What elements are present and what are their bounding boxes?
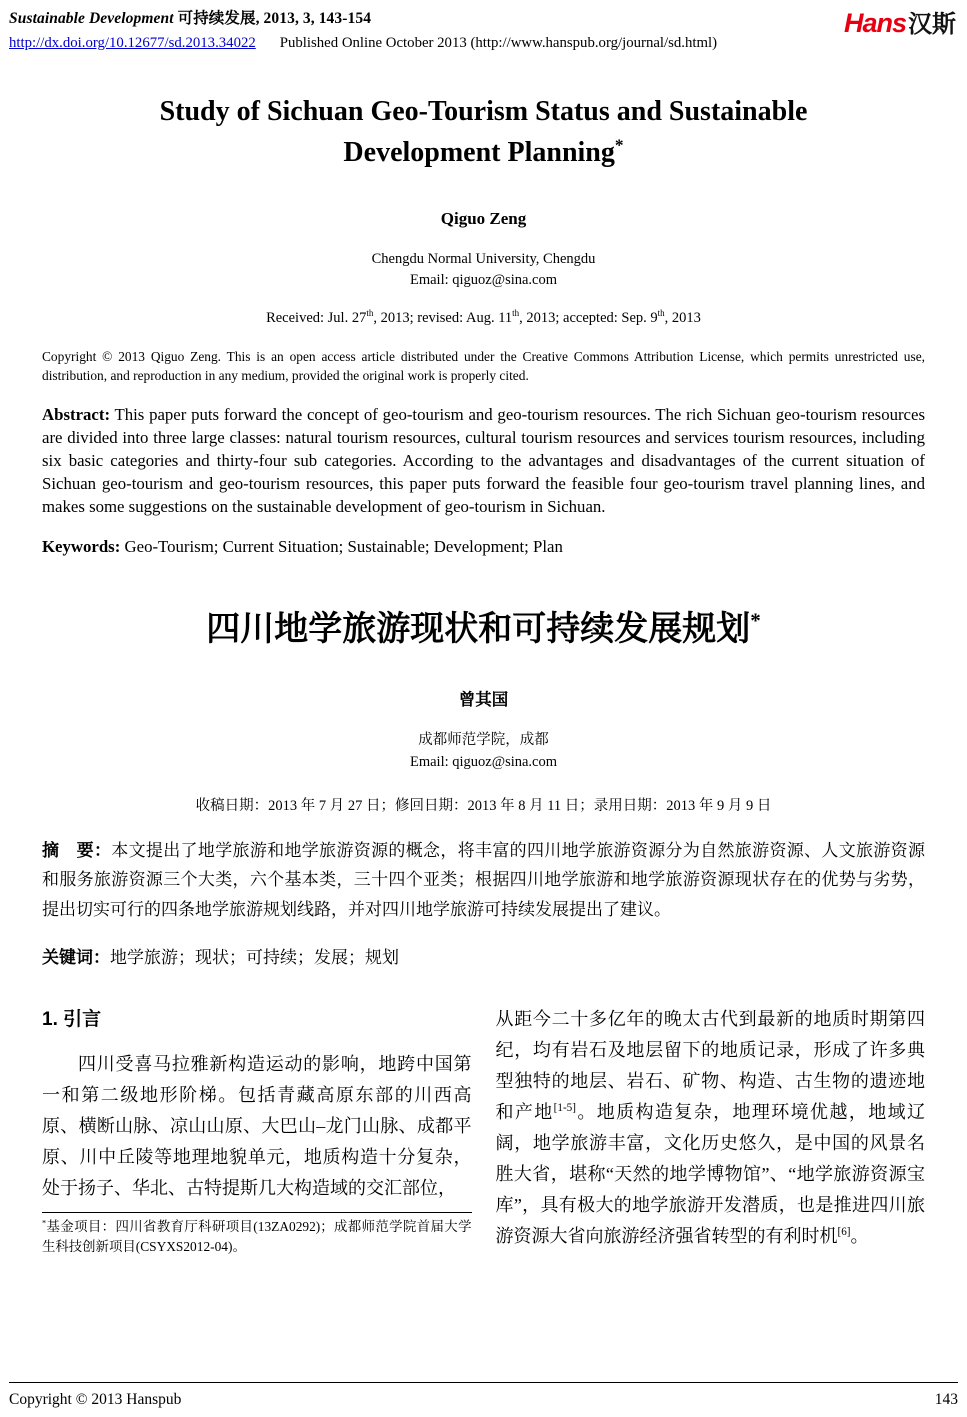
chinese-dates-line: 收稿日期：2013 年 7 月 27 日；修回日期：2013 年 8 月 11 日；录用日期：2013 年 9 月 9 日 [195, 797, 772, 814]
chinese-keywords-text: 地学旅游；现状；可持续；发展；规划 [110, 948, 399, 968]
hans-logo-cjk: 汉斯 [908, 11, 956, 38]
left-column [42, 1004, 472, 1257]
keywords-label: Keywords: [42, 537, 121, 557]
article-content [9, 92, 958, 1257]
chinese-affiliation-text: 成都师范学院，成都 [418, 732, 549, 749]
page-footer [9, 1382, 958, 1409]
right-column [496, 1004, 926, 1257]
copyright-license-notice: Copyright © 2013 Qiguo Zeng. This is an open access article distributed under the Creative Commons Attribution License, which permits unrestricted use, distribution, and reproduction in any medium, provided the original work is properly cited. [42, 349, 925, 384]
chinese-title-footnote-marker: * [750, 609, 761, 634]
footer-copyright: Copyright © 2013 Hanspub [9, 1391, 182, 1408]
chinese-abstract-label: 摘 要： [42, 840, 112, 860]
hans-logo-latin: Hans [843, 8, 906, 38]
introduction-paragraph-left: 四川受喜马拉雅新构造运动的影响，地跨中国第一和第二级地形阶梯。包括青藏高原东部的川西高原、横断山脉、凉山山原、大巴山–龙门山脉、成都平原、川中丘陵等地理地貌单元，地质构造十分复杂，处于扬子、华北、古特提斯几大构造域的交汇部位， [42, 1053, 472, 1198]
journal-header [9, 6, 958, 52]
doi-link[interactable]: http://dx.doi.org/10.12677/sd.2013.34022 [9, 35, 256, 51]
chinese-abstract-text: 本文提出了地学旅游和地学旅游资源的概念，将丰富的四川地学旅游资源分为自然旅游资源、人文旅游资源和服务旅游资源三个大类，六个基本类，三十四个亚类；根据四川地学旅游和地学旅游资源现状存在的优势与劣势，提出切实可行的四条地学旅游规划线路，并对四川地学旅游可持续发展提出了建议。 [42, 840, 925, 919]
abstract-label: Abstract: [42, 405, 111, 425]
chinese-affiliation-block [42, 730, 925, 774]
published-online-text: Published Online October 2013 (http://www.hanspub.org/journal/sd.html) [279, 35, 718, 51]
abstract-text: This paper puts forward the concept of geo-tourism and geo-tourism resources. The rich Sichuan geo-tourism resources are divided into three large classes: natural tourism resources, cultural tourism resources and services tourism resources, including six basic categories and thirty-four sub categories. According to the advantages and disadvantages of the current situation of Sichuan geo-tourism and geo-tourism resources, this paper puts forward the feasible four geo-tourism travel planning lines, and makes some suggestions on the sustainable development of geo-tourism in Sichuan. [42, 405, 925, 517]
author-email: Email: qiguoz@sina.com [409, 271, 558, 288]
introduction-paragraph-right: 从距今二十多亿年的晚太古代到最新的地质时期第四纪，均有岩石及地层留下的地质记录，形成了许多典型独特的地层、岩石、矿物、构造、古生物的遗迹地和产地[1-5]。地质构造复杂，地理环境优越，地域辽阔，地学旅游丰富，文化历史悠久，是中国的风景名胜大省，堪称“天然的地学博物馆”、“地学旅游资源宝库”，具有极大的地学旅游开发潜质，也是推进四川旅游资源大省向旅游经济强省转型的有利时机[6]。 [495, 1009, 926, 1246]
author-name: Qiguo Zeng [440, 209, 527, 229]
chinese-author-name: 曾其国 [458, 690, 509, 710]
page-number: 143 [934, 1391, 958, 1408]
english-title-line2: Development Planning [343, 136, 615, 168]
received-revised-accepted-line: Received: Jul. 27th, 2013; revised: Aug. 11th, 2013; accepted: Sep. 9th, 2013 [266, 308, 701, 327]
chinese-title [42, 601, 925, 650]
keywords-line [42, 537, 925, 557]
hans-publisher-logo [844, 4, 956, 39]
affiliation-text: Chengdu Normal University, Chengdu [371, 251, 596, 268]
chinese-keywords-label: 关键词： [42, 948, 110, 968]
english-title-line1: Study of Sichuan Geo-Tourism Status and Sustainable [159, 96, 808, 127]
english-title [42, 92, 925, 173]
journal-issue-info: 可持续发展, 2013, 3, 143-154 [173, 10, 372, 27]
chinese-abstract-paragraph [42, 836, 925, 924]
chinese-keywords-line [42, 943, 925, 968]
affiliation-block [42, 249, 925, 290]
funding-footnote: *基金项目：四川省教育厅科研项目(13ZA0292)；成都师范学院首届大学生科技创新项目(CSYXS2012-04)。 [42, 1218, 472, 1254]
publication-info-line [9, 35, 958, 52]
chinese-author-email: Email: qiguoz@sina.com [409, 754, 558, 771]
chinese-title-text: 四川地学旅游现状和可持续发展规划 [206, 610, 751, 649]
keywords-text: Geo-Tourism; Current Situation; Sustainable; Development; Plan [120, 537, 563, 557]
abstract-paragraph [42, 403, 925, 518]
footnote-separator-rule [42, 1212, 472, 1213]
journal-name: Sustainable Development [9, 10, 174, 27]
journal-citation [9, 6, 958, 28]
section-1-heading: 1. 引言 [42, 1009, 102, 1031]
title-footnote-marker: * [614, 135, 624, 155]
two-column-body [42, 1004, 925, 1257]
